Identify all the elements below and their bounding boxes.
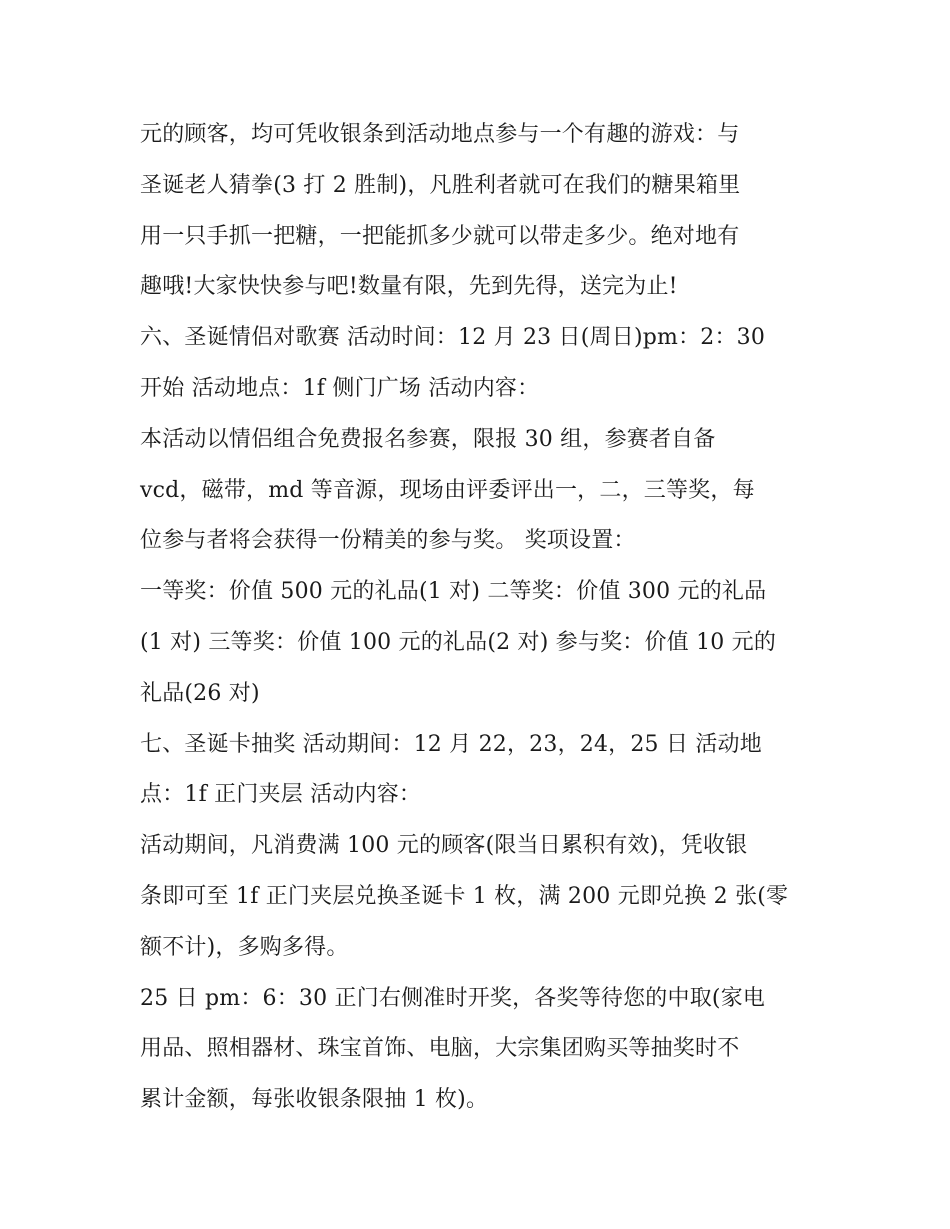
text-line: 额不计)，多购多得。 [140, 934, 349, 960]
text-line: 25 日 pm：6：30 正门右侧准时开奖，各奖等待您的中取(家电 [140, 985, 766, 1011]
text-line: 元的顾客，均可凭收银条到活动地点参与一个有趣的游戏：与 [140, 122, 740, 147]
text-line: 位参与者将会获得一份精美的参与奖。 奖项设置： [140, 528, 636, 554]
text-line: 条即可至 1f 正门夹层兑换圣诞卡 1 枚，满 200 元即兑换 2 张(零 [140, 883, 789, 909]
text-line: 一等奖：价值 500 元的礼品(1 对) 二等奖：价值 300 元的礼品 [140, 579, 767, 605]
text-line: (1 对) 三等奖：价值 100 元的礼品(2 对) 参与奖：价值 10 元的 [140, 629, 777, 655]
text-line: 点：1f 正门夹层 活动内容： [140, 782, 422, 808]
body-text [140, 110, 820, 1126]
text-line: 开始 活动地点：1f 侧门广场 活动内容： [140, 375, 540, 401]
section-heading-line: 七、圣诞卡抽奖 活动期间：12 月 22，23，24，25 日 活动地 [140, 731, 762, 757]
text-line: vcd，磁带，md 等音源，现场由评委评出一，二，三等奖，每 [140, 477, 755, 503]
text-line: 趣哦!大家快快参与吧!数量有限，先到先得，送完为止! [140, 274, 678, 300]
text-line: 圣诞老人猜拳(3 打 2 胜制)，凡胜利者就可在我们的糖果箱里 [140, 172, 741, 198]
text-line: 用一只手抓一把糖，一把能抓多少就可以带走多少。绝对地有 [140, 223, 740, 249]
text-line: 活动期间，凡消费满 100 元的顾客(限当日累积有效)，凭收银 [140, 833, 748, 859]
text-line: 本活动以情侣组合免费报名参赛，限报 30 组，参赛者自备 [140, 426, 716, 452]
text-line: 用品、照相器材、珠宝首饰、电脑，大宗集团购买等抽奖时不 [140, 1036, 740, 1062]
text-line: 累计金额，每张收银条限抽 1 枚)。 [140, 1087, 489, 1113]
text-line: 礼品(26 对) [140, 680, 260, 706]
section-heading-line: 六、圣诞情侣对歌赛 活动时间：12 月 23 日(周日)pm：2：30 [140, 325, 766, 351]
